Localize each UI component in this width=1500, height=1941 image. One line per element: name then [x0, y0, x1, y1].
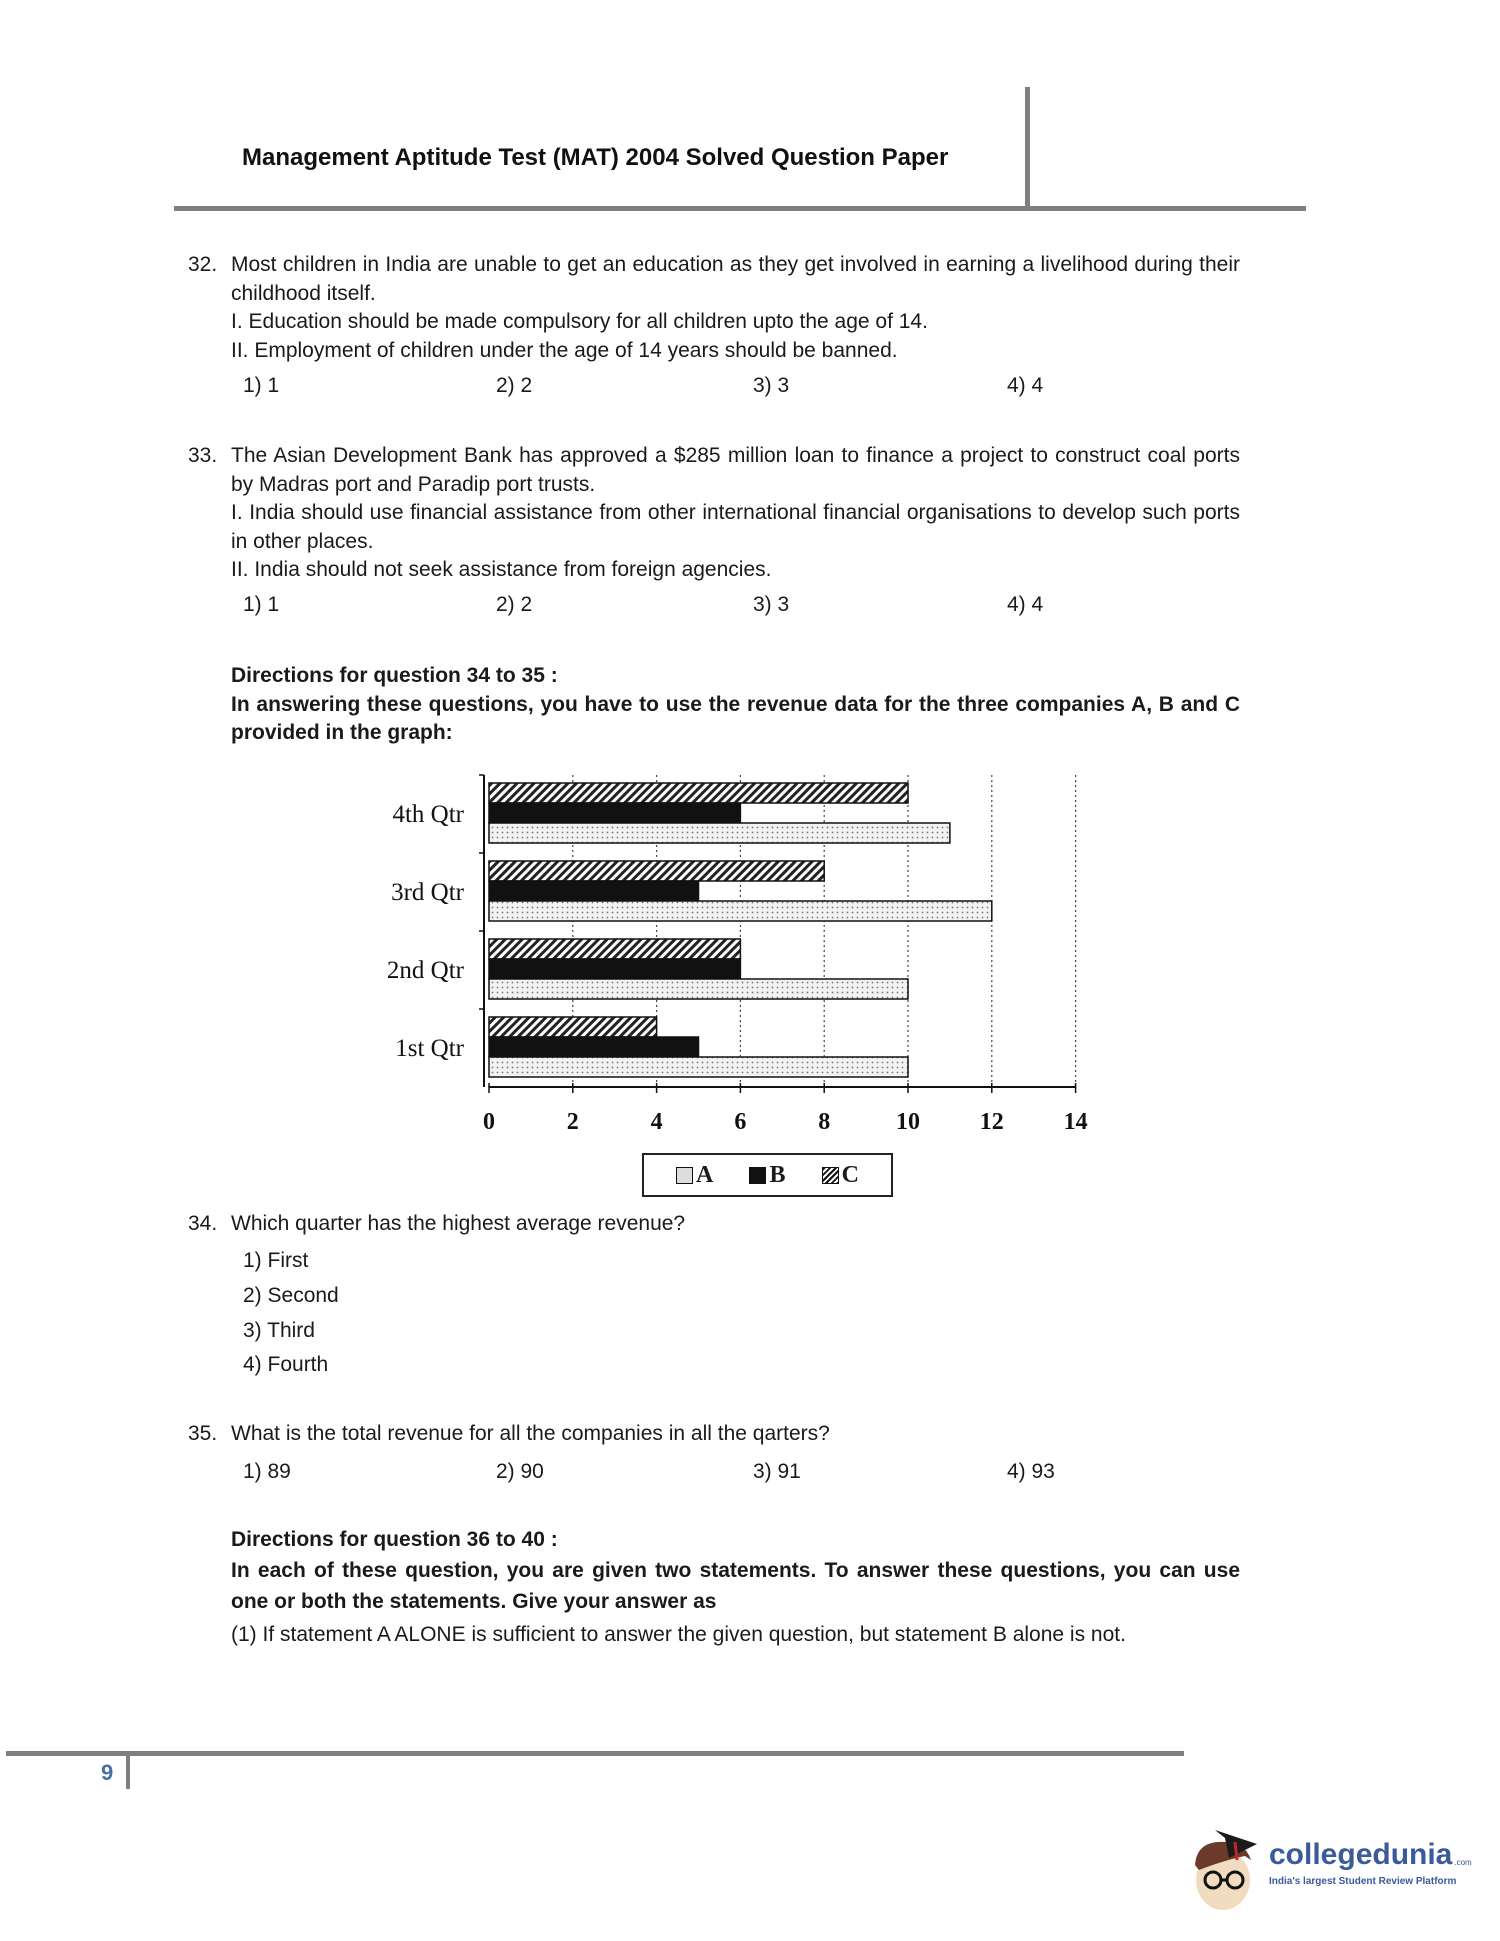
question-35: [188, 1420, 1240, 1449]
question-number: 35.: [188, 1422, 218, 1445]
logo-tagline: India's largest Student Review Platform: [1269, 1876, 1457, 1887]
x-tick-label: 10: [896, 1109, 920, 1135]
directions-36-40: [231, 1525, 1240, 1649]
dotted-swatch-icon: [676, 1167, 693, 1184]
option[interactable]: 2) Second: [243, 1284, 339, 1307]
legend-label: B: [769, 1161, 786, 1188]
collegedunia-logo[interactable]: [1185, 1820, 1490, 1915]
question-33: [188, 442, 1240, 585]
option[interactable]: 3) 91: [753, 1460, 801, 1483]
question-number: 33.: [188, 444, 218, 467]
bar-a-4th-qtr: [489, 823, 950, 843]
footer-divider-vertical: [126, 1751, 130, 1789]
question-number: 32.: [188, 253, 218, 276]
x-tick-label: 8: [818, 1109, 831, 1135]
question-number: 34.: [188, 1212, 218, 1235]
option[interactable]: 2) 2: [496, 374, 533, 397]
option[interactable]: 1) 1: [243, 374, 280, 397]
option[interactable]: 4) 4: [1007, 593, 1044, 616]
bar-a-3rd-qtr: [489, 901, 992, 921]
directions-heading: Directions for question 36 to 40 :: [231, 1528, 558, 1551]
bar-b-4th-qtr: [489, 803, 740, 823]
option[interactable]: 1) 89: [243, 1460, 291, 1483]
y-category-label: 1st Qtr: [395, 1035, 464, 1062]
legend-item-c: [822, 1162, 859, 1189]
option[interactable]: 4) 93: [1007, 1460, 1055, 1483]
x-tick-label: 12: [979, 1109, 1004, 1135]
footer-divider: [6, 1751, 1184, 1756]
directions-text: In each of these question, you are given two statements. To answer these questions, you can use one or both the statements. Give your answer as: [231, 1559, 1240, 1613]
question-text: Which quarter has the highest average revenue?: [231, 1212, 686, 1235]
chart-legend: [642, 1153, 893, 1197]
legend-item-a: [676, 1162, 713, 1189]
bar-a-1st-qtr: [489, 1057, 908, 1077]
option[interactable]: 3) Third: [243, 1319, 315, 1342]
page-title: Management Aptitude Test (MAT) 2004 Solved Question Paper: [242, 144, 949, 171]
legend-label: A: [696, 1161, 714, 1188]
directions-34-35: [231, 661, 1240, 747]
statement: I. Education should be made compulsory for all children upto the age of 14.: [231, 310, 928, 333]
mascot-icon: [1185, 1820, 1265, 1915]
question-34: [188, 1210, 1240, 1239]
question-text: The Asian Development Bank has approved a $285 million loan to finance a project to construct coal ports by Madras port and Paradip port trusts.: [231, 444, 1240, 496]
options-35: [0, 1460, 1100, 1488]
bar-b-1st-qtr: [489, 1037, 699, 1057]
bar-a-2nd-qtr: [489, 979, 908, 999]
bar-c-3rd-qtr: [489, 861, 824, 881]
option[interactable]: 1) First: [243, 1249, 309, 1272]
header-divider-vertical: [1025, 87, 1030, 209]
hatched-swatch-icon: [822, 1167, 839, 1184]
solid-swatch-icon: [749, 1167, 766, 1184]
bar-c-2nd-qtr: [489, 939, 740, 959]
y-category-label: 3rd Qtr: [391, 879, 464, 906]
legend-item-b: [749, 1162, 785, 1189]
x-tick-label: 14: [1063, 1109, 1088, 1135]
options-33: [0, 593, 1100, 621]
question-32: [188, 251, 1240, 365]
question-text: Most children in India are unable to get an education as they get involved in earning a livelihood during their childhood itself.: [231, 253, 1240, 305]
statement: I. India should use financial assistance from other international financial organisations to develop such ports in other places.: [231, 501, 1240, 553]
bar-b-2nd-qtr: [489, 959, 740, 979]
bar-c-1st-qtr: [489, 1017, 657, 1037]
option[interactable]: 3) 3: [753, 593, 790, 616]
option[interactable]: 3) 3: [753, 374, 790, 397]
revenue-bar-chart: [360, 760, 1100, 1140]
directions-text: In answering these questions, you have to use the revenue data for the three companies A, B and C provided in the graph:: [231, 693, 1240, 744]
logo-text-block: [1269, 1838, 1472, 1888]
options-32: [0, 374, 1100, 402]
option[interactable]: 4) 4: [1007, 374, 1044, 397]
legend-label: C: [841, 1161, 859, 1188]
statement: II. India should not seek assistance from foreign agencies.: [231, 558, 772, 581]
bar-b-3rd-qtr: [489, 881, 699, 901]
option[interactable]: 2) 90: [496, 1460, 544, 1483]
statement: II. Employment of children under the age of 14 years should be banned.: [231, 338, 898, 362]
logo-wordmark: collegedunia: [1269, 1838, 1453, 1871]
logo-wordmark-row: [1269, 1838, 1472, 1872]
page-number: 9: [101, 1760, 114, 1785]
y-category-label: 4th Qtr: [392, 801, 464, 828]
option[interactable]: 1) 1: [243, 593, 280, 616]
option[interactable]: 4) Fourth: [243, 1353, 329, 1376]
x-tick-label: 0: [483, 1109, 495, 1135]
bar-c-4th-qtr: [489, 783, 908, 803]
header-divider: [174, 206, 1306, 211]
x-tick-label: 6: [734, 1109, 747, 1135]
logo-domain: .com: [1454, 1858, 1472, 1867]
directions-heading: Directions for question 34 to 35 :: [231, 664, 558, 687]
answer-rule: (1) If statement A ALONE is sufficient to answer the given question, but statement B alone is not.: [231, 1623, 1126, 1646]
x-tick-label: 4: [650, 1109, 663, 1135]
option[interactable]: 2) 2: [496, 593, 533, 616]
y-category-label: 2nd Qtr: [386, 957, 464, 984]
question-text: What is the total revenue for all the companies in all the qarters?: [231, 1422, 830, 1445]
x-tick-label: 2: [566, 1109, 579, 1135]
